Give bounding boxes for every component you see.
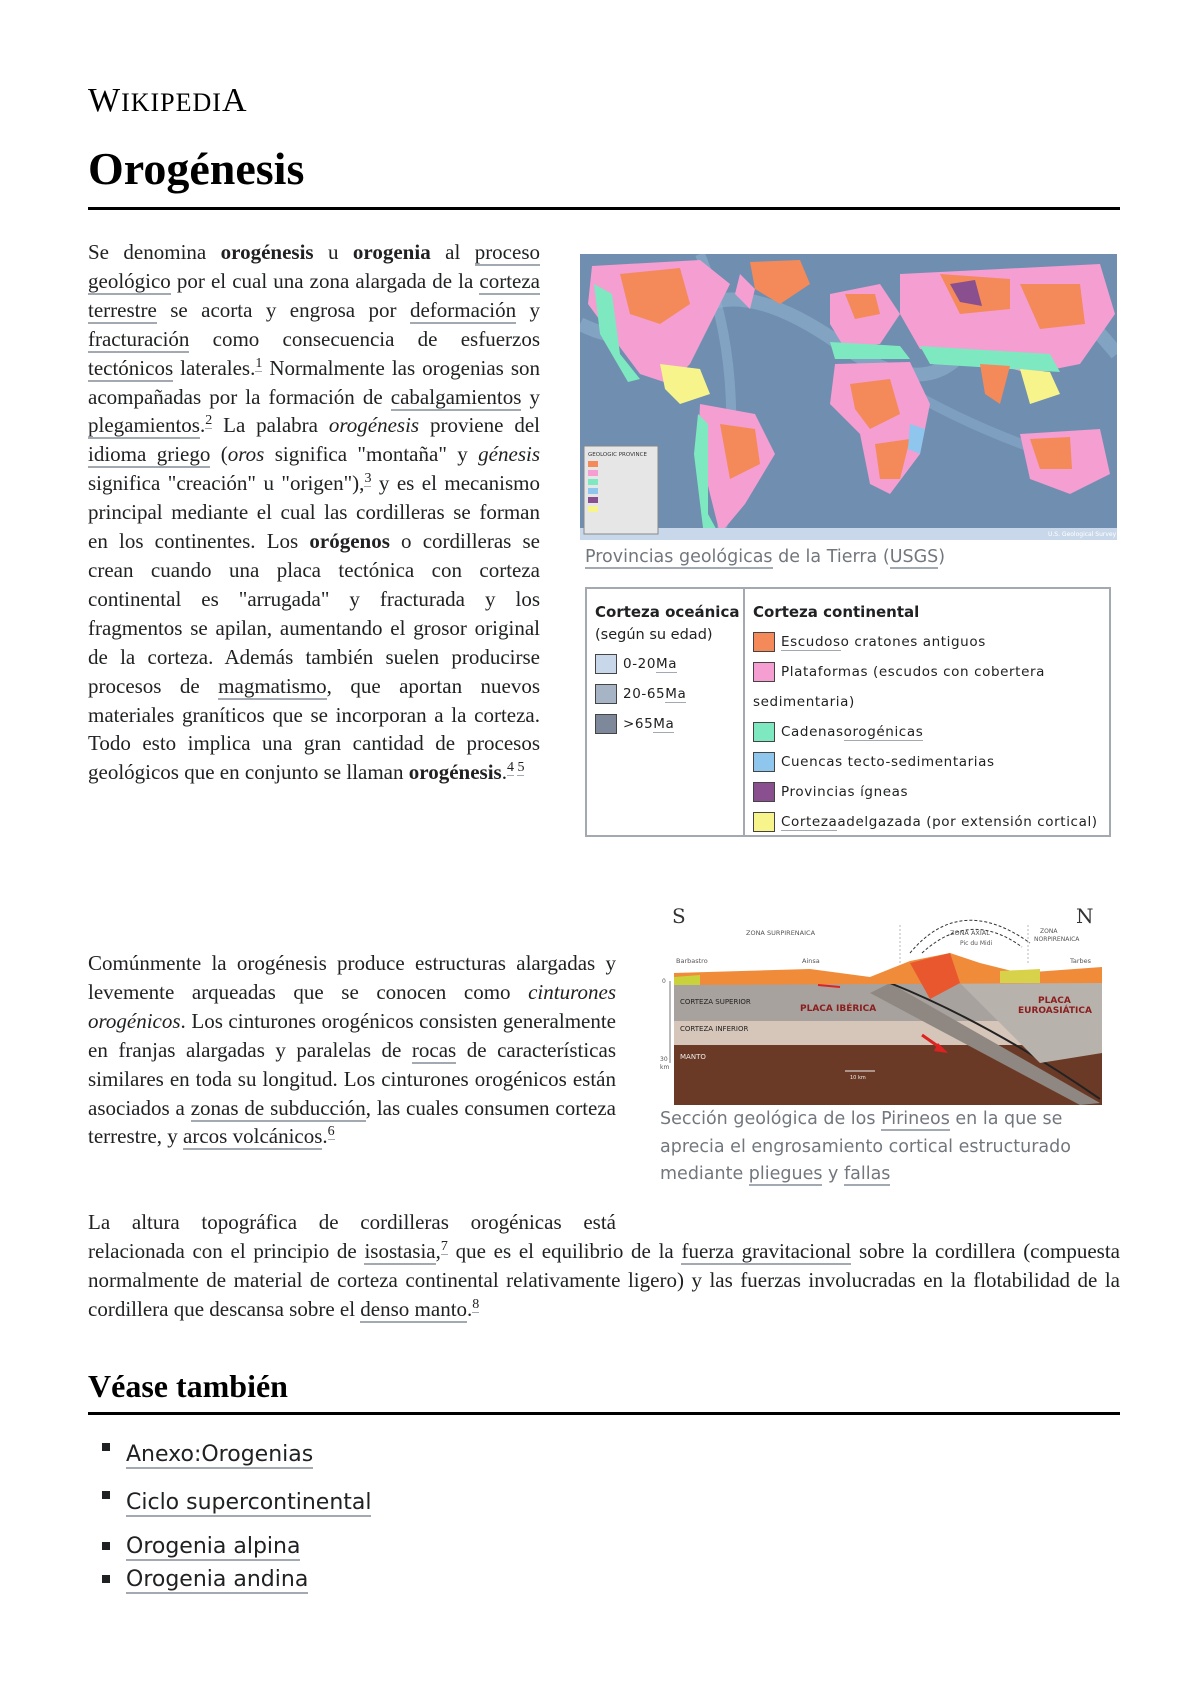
svg-text:30: 30 [660,1056,668,1063]
wikipedia-logo[interactable]: WIKIPEDIA [88,82,248,119]
link-plegamientos[interactable]: plegamientos [88,413,200,438]
link-fuerza-gravitacional[interactable]: fuerza gravitacional [681,1238,852,1263]
svg-text:ZONA SURPIRENAICA: ZONA SURPIRENAICA [746,929,816,937]
svg-text:GEOLOGIC PROVINCE: GEOLOGIC PROVINCE [588,452,647,458]
link-idioma-griego[interactable]: idioma griego [88,442,211,467]
link-corteza[interactable]: Corteza [781,813,838,830]
legend-cuencas: Cuencas tecto-sedimentarias [753,747,1109,777]
svg-text:S: S [672,904,686,928]
list-item [96,1479,371,1527]
svg-text:ZONA: ZONA [1040,928,1058,935]
link-pliegues[interactable]: pliegues [748,1164,823,1184]
link-anexo-orogenias[interactable]: Anexo:Orogenias [126,1442,314,1467]
link-escudos[interactable]: Escudos [781,633,841,650]
svg-text:ZONA AXIAL: ZONA AXIAL [950,929,990,937]
link-provincias-geologicas[interactable]: Provincias geológicas [585,547,773,567]
svg-text:EUROASIÁTICA: EUROASIÁTICA [1018,1006,1092,1016]
svg-text:N: N [1076,904,1094,928]
oceanic-20-65: 20-65 Ma [595,679,743,709]
link-proceso-geologico[interactable]: proceso geológico [88,240,540,293]
section-caption: Sección geológica de los Pirineos en la que se aprecia el engrosamiento cortical estructurado mediante pliegues y fallas [660,1109,1071,1184]
list-item [96,1431,371,1479]
link-cabalgamientos[interactable]: cabalgamientos [390,384,522,409]
oceanic-65-plus: >65 Ma [595,709,743,739]
link-ma[interactable]: Ma [656,655,678,672]
svg-text:km: km [660,1064,670,1071]
legend-cadenas: Cadenas orogénicas [753,717,1109,747]
link-ma[interactable]: Ma [665,685,687,702]
link-orogenia-alpina[interactable]: Orogenia alpina [126,1534,301,1559]
list-item [96,1563,308,1596]
oceanic-crust-column: Corteza oceánica (según su edad) 0-20 Ma 20-65 Ma >65 Ma [587,589,745,835]
link-magmatismo[interactable]: magmatismo [218,673,327,698]
legend-igneas: Provincias ígneas [753,777,1109,807]
link-orogenicas[interactable]: orogénicas [843,723,924,740]
legend-plataformas: Plataformas (escudos con cobertera [753,657,1109,687]
link-ciclo-supercontinental[interactable]: Ciclo supercontinental [126,1490,372,1515]
oceanic-0-20: 0-20 Ma [595,649,743,679]
crust-legend-table [585,587,1111,837]
see-also-list-2 [96,1530,308,1596]
svg-text:0: 0 [662,978,666,985]
title-rule [88,207,1120,210]
link-orogenia-andina[interactable]: Orogenia andina [126,1567,309,1592]
link-rocas[interactable]: rocas [411,1037,457,1062]
svg-text:PLACA IBÉRICA: PLACA IBÉRICA [800,1004,877,1014]
link-deformacion[interactable]: deformación [409,297,517,322]
link-isostasia[interactable]: isostasia [364,1238,436,1263]
link-pirineos[interactable]: Pirineos [881,1109,950,1129]
svg-text:U.S. Geological Survey: U.S. Geological Survey [1048,531,1117,538]
list-item [96,1530,308,1563]
link-usgs[interactable]: USGS [889,547,939,567]
legend-plataformas-cont: sedimentaria) [753,694,855,710]
ref-3[interactable]: 3 [364,471,372,487]
link-denso-manto[interactable]: denso manto [360,1296,468,1321]
link-tectonicos[interactable]: tectónicos [88,355,174,380]
legend-adelgazada: Corteza adelgazada (por extensión cortical) [753,807,1109,837]
link-fallas[interactable]: fallas [843,1164,891,1184]
pyrenees-cross-section[interactable] [660,903,1102,1105]
svg-text:PLACA: PLACA [1038,996,1071,1006]
svg-text:Ainsa: Ainsa [802,957,820,965]
svg-text:Barbastro: Barbastro [676,957,708,965]
continental-crust-column: Corteza continental Escudos o cratones antiguos Plataformas (escudos con cobertera sedimentaria) Cadenas orogénicas Cuencas tecto-sedimentarias Provincias ígneas Corteza adelgazada (por extensión cortical) [745,589,1109,835]
legend-escudos: Escudos o cratones antiguos [753,627,1109,657]
paragraph-isostasia: La altura topográfica de cordilleras orogénicas está relacionada con el principio de isostasia,$^7$ que es el equilibrio de la fuerza gravitacional sobre la cordillera (compuesta normalmente de material de corteza continental relativamente ligero) y las fuerzas involucradas en la flotabilidad de la cordillera que descansa sobre el denso manto.$^8$ [88,1210,1120,1321]
page-title: Orogénesis [88,143,305,194]
svg-text:CORTEZA INFERIOR: CORTEZA INFERIOR [680,1025,749,1033]
ref-7[interactable]: 7 [440,1238,448,1254]
link-corteza-terrestre[interactable]: corteza terrestre [88,268,540,322]
svg-text:MANTO: MANTO [680,1053,706,1061]
svg-text:10 km: 10 km [850,1075,866,1081]
ref-4[interactable]: 4 [506,760,514,776]
ref-8[interactable]: 8 [472,1296,480,1312]
svg-text:Tarbes: Tarbes [1070,957,1092,965]
map-caption: Provincias geológicas de la Tierra (USGS) [585,547,946,567]
ref-5[interactable]: 5 [517,760,525,776]
link-arcos-volcanicos[interactable]: arcos volcánicos [183,1124,323,1149]
see-also-rule [88,1412,1120,1415]
paragraph-intro: Se denomina orogénesis u orogenia al proceso geológico por el cual una zona alargada de la corteza terrestre se acorta y engrosa por deformación y fracturación como consecuencia de esfuerzos tectónicos laterales.$^1$ Normalmente las orogenias son acompañadas por la formación de cabalgamientos y plegamientos.$^2$ La palabra orogénesis proviene del idioma griego (oros significa "montaña" y génesis significa "creación" u "origen"),$^3$ y es el mecanismo principal mediante el cual las cordilleras se forman en los continentes. Los orógenos o cordilleras se crean cuando una placa tectónica con corteza continental es "arrugada" y fracturada y los fragmentos se apilan, aumentando el grosor original de la corteza. Además también suelen producirse procesos de magmatismo, que aportan nuevos materiales graníticos que se incorporan a la corteza. Todo esto implica una gran cantidad de procesos geológicos que en conjunto se llaman orogénesis.$^{4 5}$ [88,240,541,785]
geologic-provinces-map[interactable] [580,254,1117,540]
svg-text:CORTEZA SUPERIOR: CORTEZA SUPERIOR [680,998,751,1006]
ref-2[interactable]: 2 [205,413,213,429]
svg-text:Pic du Midi: Pic du Midi [960,940,993,947]
link-ma[interactable]: Ma [653,715,675,732]
link-fracturacion[interactable]: fracturación [88,326,190,351]
ref-6[interactable]: 6 [327,1124,335,1140]
see-also-list [96,1431,371,1527]
ref-1[interactable]: 1 [255,355,263,371]
link-zonas-subduccion[interactable]: zonas de subducción [190,1095,366,1120]
svg-text:NORPIRENAICA: NORPIRENAICA [1034,936,1080,943]
paragraph-cinturones: Comúnmente la orogénesis produce estructuras alargadas y levemente arqueadas que se conocen como cinturones orogénicos. Los cinturones orogénicos consisten generalmente en franjas alargadas y paralelas de rocas de características similares en toda su longitud. Los cinturones orogénicos están asociados a zonas de subducción, las cuales consumen corteza terrestre, y arcos volcánicos.$^6$ [88,951,616,1149]
see-also-heading: Véase también [88,1368,288,1404]
